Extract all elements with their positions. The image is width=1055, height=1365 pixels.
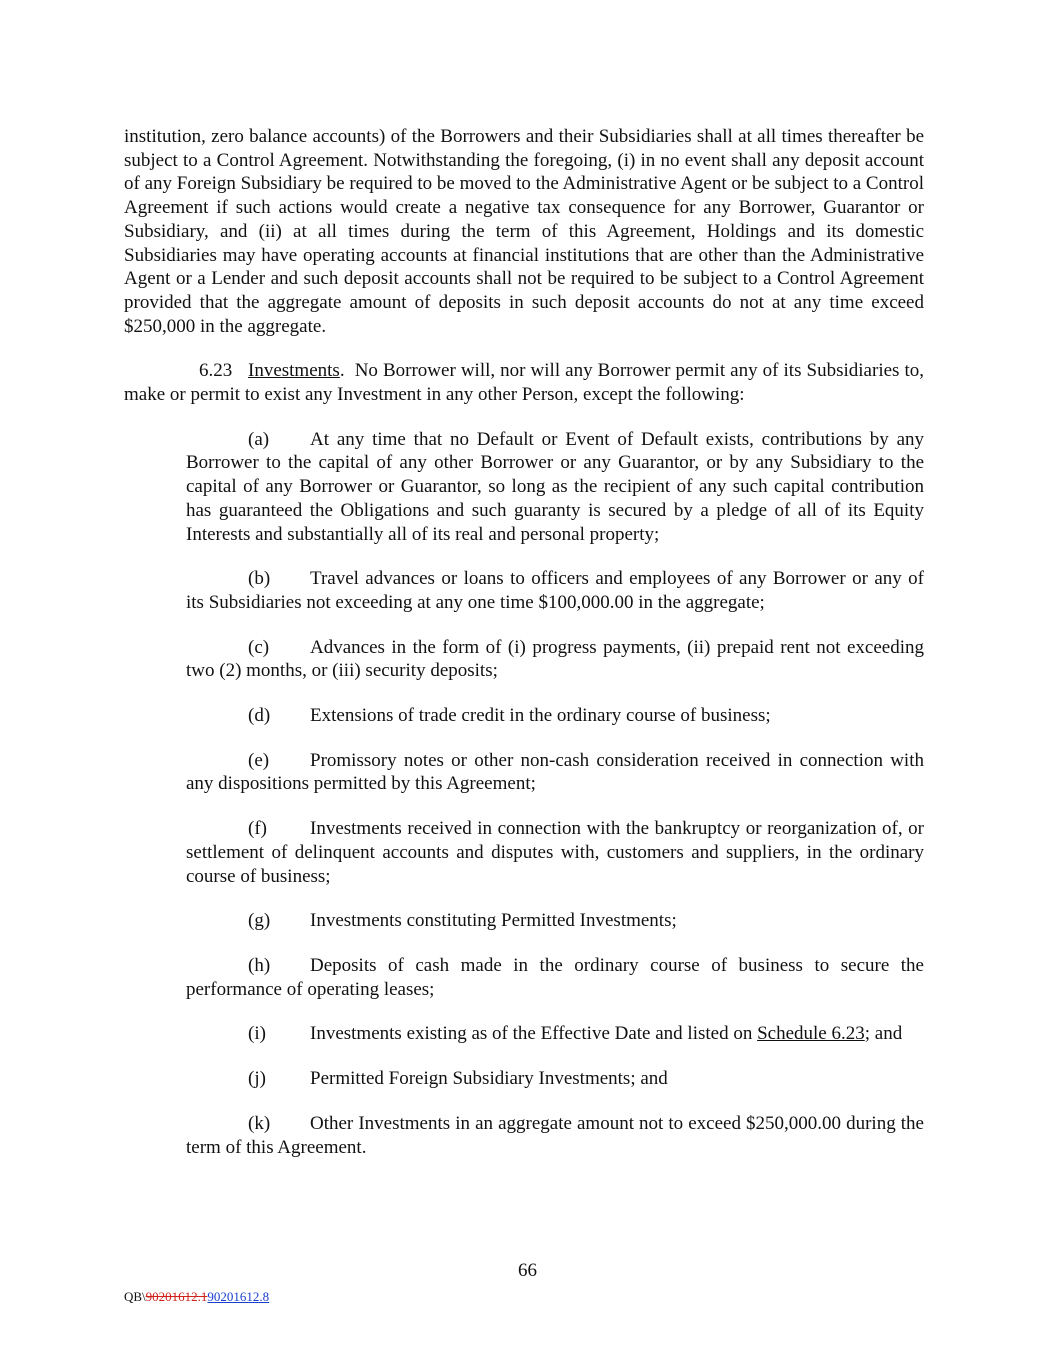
document-page [124,125,924,1178]
list-item-j [186,1067,924,1091]
list-item-i [186,1022,924,1046]
item-text: At any time that no Default or Event of Default exists, contributions by any Borrower to the capital of any other Borrower or any Guarantor, or by any Subsidiary to the capital of any Borrower or Guarantor, so long as the recipient of any such capital contribution has guaranteed the Obligations and such guaranty is secured by a pledge of all of its Equity Interests and substantially all of its real and personal property; [186,428,924,545]
list-item-g [186,909,924,933]
item-label: (c) [248,636,270,658]
section-heading: Investments [248,360,340,382]
item-label: (f) [248,818,267,840]
item-label: (a) [248,428,270,450]
doc-id-prefix: QB\ [124,1289,146,1304]
item-label: (e) [248,749,270,771]
item-text: Investments constituting Permitted Investments; [310,910,677,932]
document-id [124,1289,269,1305]
item-text: Promissory notes or other non-cash consideration received in connection with any dispositions permitted by this Agreement; [186,749,924,795]
item-text: Travel advances or loans to officers and employees of any Borrower or any of its Subsidiaries not exceeding at any one time $100,000.00 in the aggregate; [186,568,924,613]
list-item-e [186,749,924,796]
item-text: Extensions of trade credit in the ordinary course of business; [310,705,771,727]
item-text-after: ; and [864,1023,903,1045]
item-label: (b) [248,568,271,590]
item-text: Investments received in connection with the bankruptcy or reorganization of, or settlement of delinquent accounts and disputes with, customers and suppliers, in the ordinary course of business; [186,818,924,887]
section-6-23-paragraph [124,359,924,406]
schedule-link[interactable]: Schedule 6.23 [757,1023,865,1045]
item-text: Investments existing as of the Effective Date and listed on [310,1023,758,1045]
section-number: 6.23 [199,360,233,382]
list-item-d [186,704,924,728]
item-text: Deposits of cash made in the ordinary course of business to secure the performance of operating leases; [186,954,924,1000]
section-heading-punct: . [339,360,345,382]
item-label: (i) [248,1023,266,1045]
item-label: (j) [248,1068,266,1090]
item-label: (h) [248,954,271,976]
list-item-k [186,1112,924,1159]
item-text: Advances in the form of (i) progress payments, (ii) prepaid rent not exceeding two (2) months, or (iii) security deposits; [186,636,924,682]
doc-id-inserted: 90201612.8 [207,1289,270,1304]
item-label: (k) [248,1112,271,1134]
list-item-b [186,567,924,614]
item-text: Other Investments in an aggregate amount not to exceed $250,000.00 during the term of this Agreement. [186,1112,924,1158]
list-item-a [186,428,924,547]
continuation-paragraph: institution, zero balance accounts) of the Borrowers and their Subsidiaries shall at all times thereafter be subject to a Control Agreement. Notwithstanding the foregoing, (i) in no event shall any deposit account of any Foreign Subsidiary be required to be moved to the Administrative Agent or be subject to a Control Agreement if such actions would create a negative tax consequence for any Borrower, Guarantor or Subsidiary, and (ii) at all times during the term of this Agreement, Holdings and its domestic Subsidiaries may have operating accounts at financial institutions that are other than the Administrative Agent or a Lender and such deposit accounts shall not be required to be subject to a Control Agreement provided that the aggregate amount of deposits in such deposit accounts do not at any time exceed $250,000 in the aggregate. [124,126,924,337]
section-text: No Borrower will, nor will any Borrower permit any of its Subsidiaries to, make or permit to exist any Investment in any other Person, except the following: [124,360,925,406]
item-label: (g) [248,910,271,932]
list-item-c [186,636,924,683]
list-item-h [186,954,924,1001]
list-item-f [186,817,924,888]
doc-id-deleted: 90201612.1 [145,1289,208,1304]
item-label: (d) [248,705,271,727]
item-text: Permitted Foreign Subsidiary Investments; and [310,1068,668,1090]
page-number: 66 [518,1260,537,1281]
